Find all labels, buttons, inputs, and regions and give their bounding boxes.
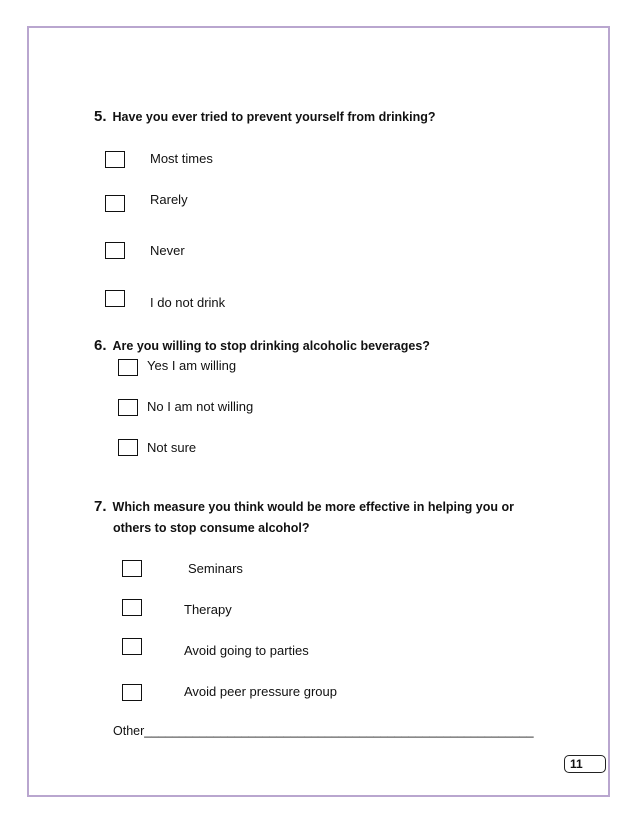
question-7-number: 7. xyxy=(94,498,107,515)
option-label-rarely: Rarely xyxy=(150,192,188,207)
page-number-badge xyxy=(564,755,606,773)
checkbox-not-sure[interactable] xyxy=(118,439,138,456)
question-5-text: Have you ever tried to prevent yourself from drinking? xyxy=(112,110,436,124)
checkbox-avoid-parties[interactable] xyxy=(122,638,142,655)
checkbox-seminars[interactable] xyxy=(122,560,142,577)
question-6-text: Are you willing to stop drinking alcoholic beverages? xyxy=(112,339,430,353)
option-label-never: Never xyxy=(150,243,185,258)
question-7-text-line1: Which measure you think would be more effective in helping you or xyxy=(112,500,514,514)
question-6-number: 6. xyxy=(94,337,107,354)
checkbox-rarely[interactable] xyxy=(105,195,125,212)
page-number: 11 xyxy=(570,757,583,771)
question-7 xyxy=(94,498,514,515)
option-label-not-sure: Not sure xyxy=(147,440,197,455)
checkbox-not-willing[interactable] xyxy=(118,399,138,416)
question-6 xyxy=(94,337,430,354)
question-7-text-line2: others to stop consume alcohol? xyxy=(113,521,310,535)
checkbox-most-times[interactable] xyxy=(105,151,125,168)
option-label-i-do-not-drink: I do not drink xyxy=(150,295,226,310)
option-label-therapy: Therapy xyxy=(184,602,232,617)
checkbox-therapy[interactable] xyxy=(122,599,142,616)
question-5-number: 5. xyxy=(94,108,107,125)
checkbox-never[interactable] xyxy=(105,242,125,259)
checkbox-avoid-peer-pressure[interactable] xyxy=(122,684,142,701)
checkbox-yes-willing[interactable] xyxy=(118,359,138,376)
option-label-avoid-parties: Avoid going to parties xyxy=(184,643,309,658)
question-7-line2 xyxy=(113,521,310,535)
option-label-avoid-peer-pressure: Avoid peer pressure group xyxy=(184,684,337,699)
checkbox-i-do-not-drink[interactable] xyxy=(105,290,125,307)
question-5 xyxy=(94,108,436,125)
option-label-yes-willing: Yes I am willing xyxy=(147,358,237,373)
other-answer-line[interactable]: Other________________________________________________________ xyxy=(113,724,534,738)
option-label-not-willing: No I am not willing xyxy=(147,399,254,414)
page-border xyxy=(27,26,610,797)
option-label-most-times: Most times xyxy=(150,151,213,166)
option-label-seminars: Seminars xyxy=(188,561,243,576)
